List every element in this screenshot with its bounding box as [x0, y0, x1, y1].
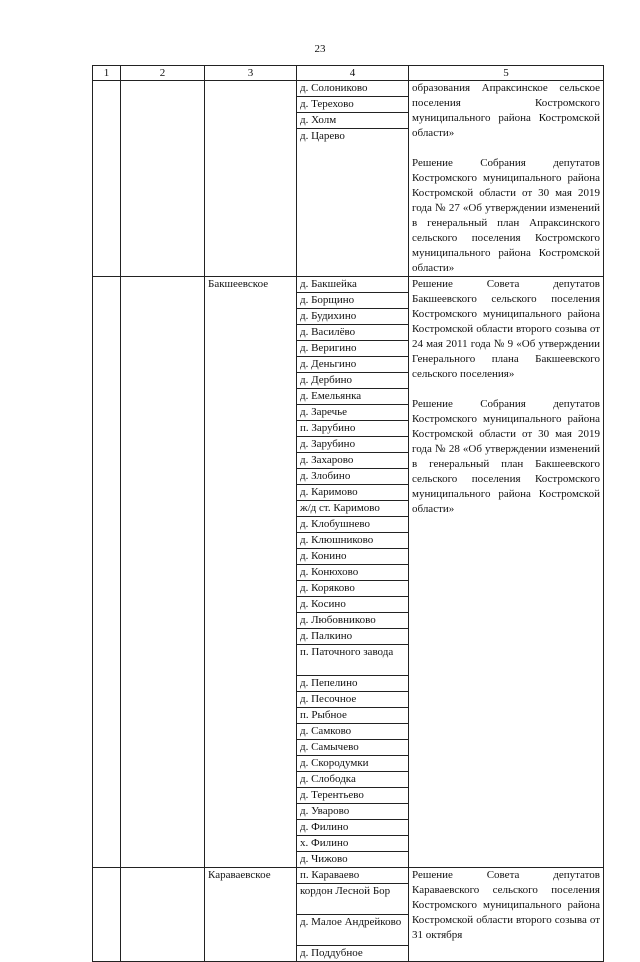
settlement-item: д. Веригино: [297, 341, 408, 357]
settlement-item: д. Скородумки: [297, 756, 408, 772]
decision-text: Решение Совета депутатов Караваевского сельского поселения Костромского муниципального района Костромской области второго созыва от 31 октября: [412, 869, 600, 941]
settlement-item: д. Василёво: [297, 325, 408, 341]
settlement-item: д. Чижово: [300, 853, 348, 865]
decision-cell: [409, 277, 604, 868]
page-number: 23: [314, 43, 326, 55]
column-header: 3: [205, 66, 297, 81]
decision-text: Решение Собрания депутатов Костромского муниципального района Костромской области от 30 мая 2019 года № 27 «Об утверждении изменений в генеральный план Апраксинского сельского поселения Костромского муниципального района Костромской области»: [412, 157, 600, 274]
decision-text: Решение Совета депутатов Бакшеевского сельского поселения Костромского муниципального района Костромской области второго созыва от 24 мая 2011 года № 9 «Об утверждении Генерального плана Бакшеевского сельского поселения»: [412, 278, 600, 380]
cell-number: [93, 868, 121, 962]
settlement-item: д. Каримово: [297, 485, 408, 501]
settlement-item: д. Уварово: [297, 804, 408, 820]
settlement-item: д. Царево: [300, 130, 345, 142]
settlement-item: д. Терентьево: [297, 788, 408, 804]
column-header: 2: [121, 66, 205, 81]
decision-cell: [409, 81, 604, 277]
settlement-item: д. Самычево: [297, 740, 408, 756]
settlement-item: д. Косино: [297, 597, 408, 613]
cell-district: [121, 81, 205, 277]
settlement-item: д. Клюшниково: [297, 533, 408, 549]
settlement-item: д. Деньгино: [297, 357, 408, 373]
settlement-item: кордон Лесной Бор: [297, 884, 408, 915]
settlement-item: д. Борщино: [297, 293, 408, 309]
settlement-item: д. Палкино: [297, 629, 408, 645]
settlement-item: п. Караваево: [297, 868, 408, 884]
table-header-row: [93, 66, 604, 81]
settlement-item: д. Слободка: [297, 772, 408, 788]
cell-number: [93, 277, 121, 868]
settlement-item: х. Филино: [297, 836, 408, 852]
settlement-item: д. Филино: [297, 820, 408, 836]
settlement-item: д. Заречье: [297, 405, 408, 421]
settlement-item: д. Малое Андрейково: [297, 915, 408, 946]
settlement-item: д. Конюхово: [297, 565, 408, 581]
settlement-item: д. Солониково: [297, 81, 408, 97]
settlement-item: д. Холм: [297, 113, 408, 129]
settlement-item: п. Зарубино: [297, 421, 408, 437]
cell-district: [121, 277, 205, 868]
settlement-region: [205, 81, 297, 277]
settlement-item: д. Конино: [297, 549, 408, 565]
settlement-item: д. Клобушнево: [297, 517, 408, 533]
settlement-region: Караваевское: [205, 868, 297, 962]
settlement-item: д. Зарубино: [297, 437, 408, 453]
settlement-item: д. Коряково: [297, 581, 408, 597]
decision-text: Решение Собрания депутатов Костромского муниципального района Костромской области от 30 мая 2019 года № 28 «Об утверждении изменений в генеральный план Бакшеевского сельского поселения Костромского муниципального района Костромской области»: [412, 398, 600, 515]
settlement-item: д. Злобино: [297, 469, 408, 485]
settlement-list: [297, 868, 409, 962]
settlement-item: д. Терехово: [297, 97, 408, 113]
column-header: 5: [409, 66, 604, 81]
decision-text: образования Апраксинское сельское поселения Костромского муниципального района Костромской области»: [412, 82, 600, 139]
settlement-item: д. Песочное: [297, 692, 408, 708]
settlement-list: [297, 81, 409, 277]
column-header: 4: [297, 66, 409, 81]
settlement-list: [297, 277, 409, 868]
settlement-item: ж/д ст. Каримово: [297, 501, 408, 517]
settlement-item: д. Поддубное: [300, 947, 363, 959]
column-header: 1: [93, 66, 121, 81]
settlement-item: п. Рыбное: [297, 708, 408, 724]
settlement-item: д. Емельянка: [297, 389, 408, 405]
settlements-table: [92, 65, 604, 962]
settlement-item: д. Пепелино: [297, 676, 408, 692]
settlement-item: д. Будихино: [297, 309, 408, 325]
table-row: [93, 277, 604, 868]
cell-number: [93, 81, 121, 277]
settlement-item: д. Любовниково: [297, 613, 408, 629]
settlement-item: п. Паточного завода: [297, 645, 408, 676]
table-row: [93, 81, 604, 277]
table-row: [93, 868, 604, 962]
settlement-item: д. Самково: [297, 724, 408, 740]
cell-district: [121, 868, 205, 962]
settlement-item: д. Захарово: [297, 453, 408, 469]
decision-cell: [409, 868, 604, 962]
settlement-region: Бакшеевское: [205, 277, 297, 868]
settlement-item: д. Дербино: [297, 373, 408, 389]
settlement-item: д. Бакшейка: [297, 277, 408, 293]
